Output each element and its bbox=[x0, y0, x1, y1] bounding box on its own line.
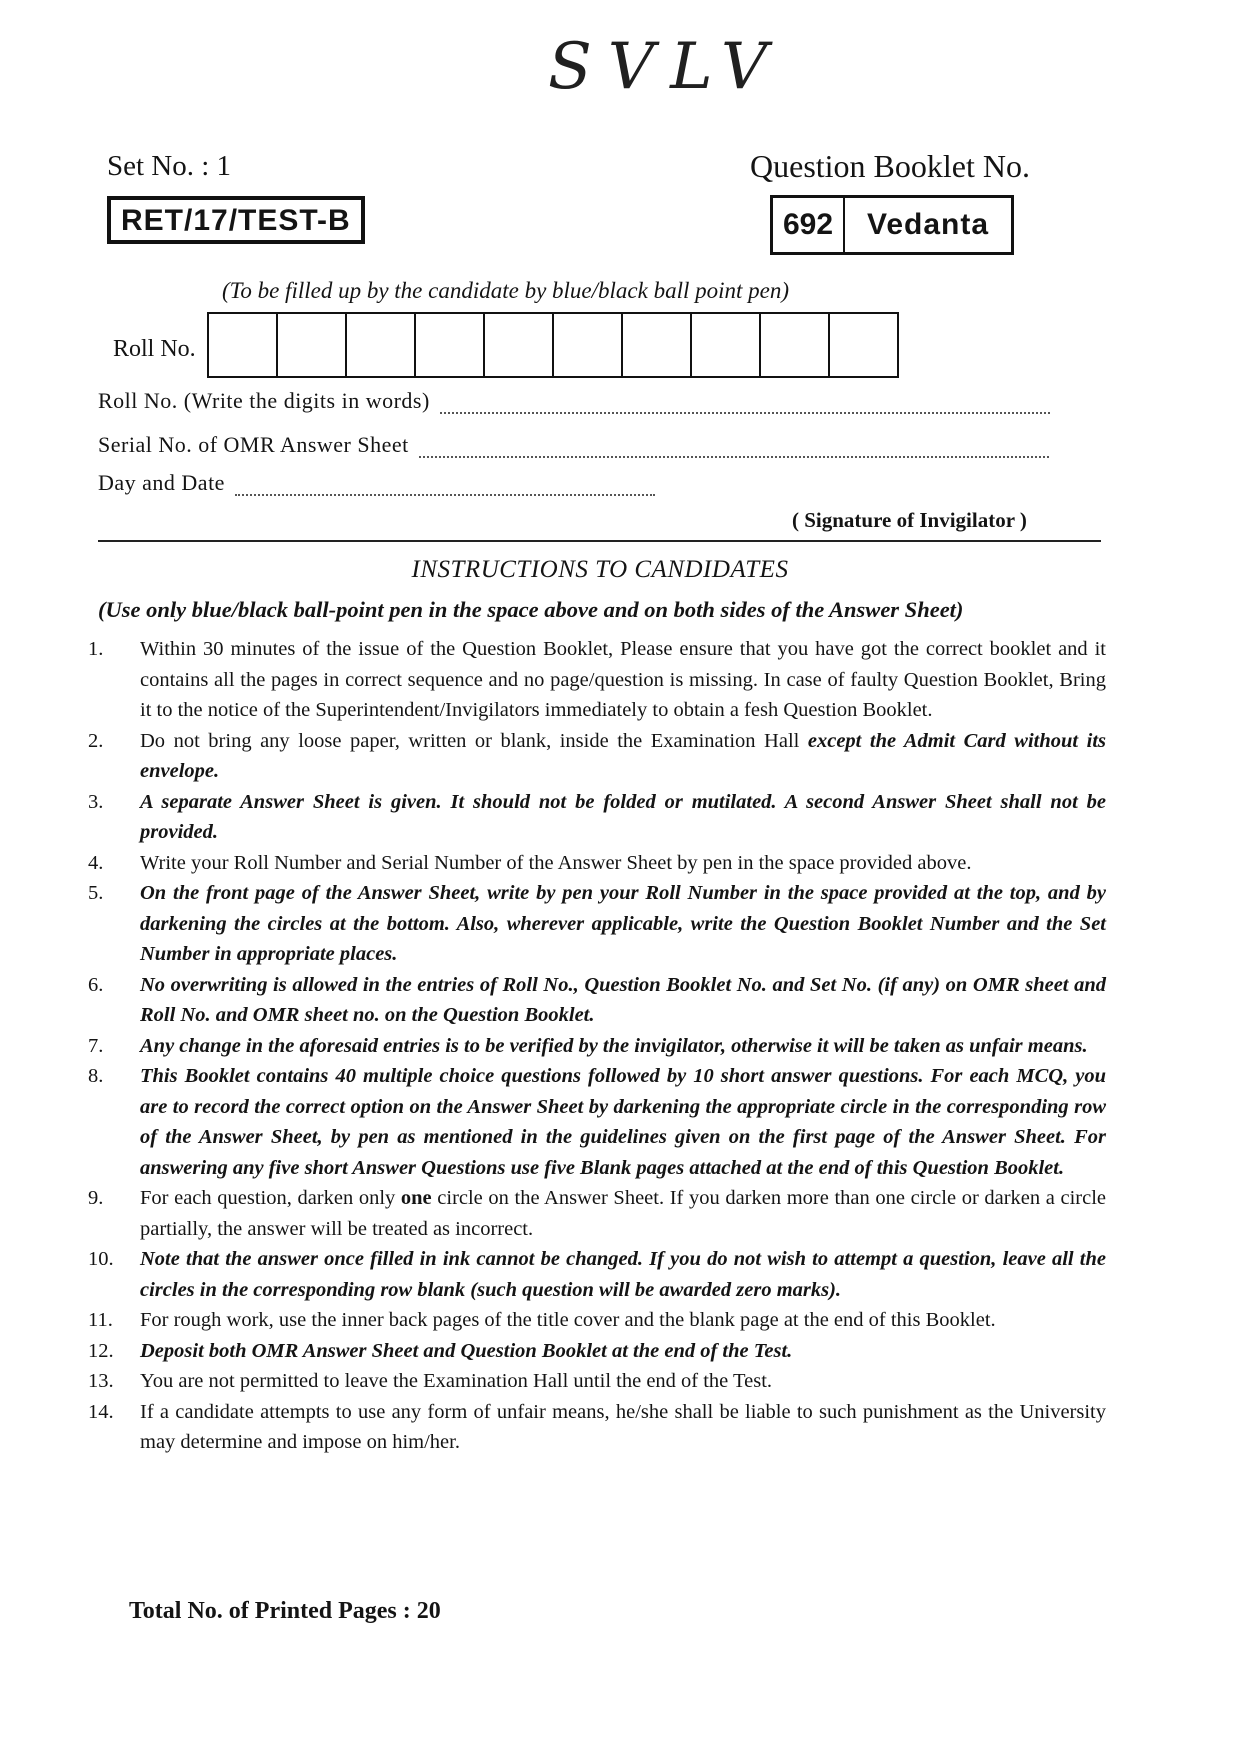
instruction-number: 12. bbox=[88, 1339, 114, 1362]
instruction-text: Deposit both OMR Answer Sheet and Question Booklet at the end of the Test. bbox=[140, 1339, 793, 1362]
instruction-text bbox=[140, 1183, 1106, 1244]
handwritten-marking: SVLV bbox=[548, 30, 784, 104]
omr-serial-field bbox=[98, 432, 1049, 458]
instruction-text-plain: circle on the Answer Sheet. If you darken more than one circle or darken a circle partially, the answer will be treated as incorrect. bbox=[140, 1187, 1106, 1240]
instruction-number: 2. bbox=[88, 729, 104, 752]
instruction-number: 10. bbox=[88, 1248, 114, 1270]
set-number: Set No. : 1 bbox=[107, 150, 232, 182]
roll-in-words-line[interactable] bbox=[440, 394, 1050, 414]
instruction-number: 3. bbox=[88, 790, 104, 813]
instruction-number: 9. bbox=[88, 1187, 104, 1209]
omr-serial-line[interactable] bbox=[419, 438, 1049, 458]
roll-digit-box[interactable] bbox=[347, 314, 416, 376]
day-date-label: Day and Date bbox=[98, 470, 225, 495]
omr-serial-label: Serial No. of OMR Answer Sheet bbox=[98, 432, 409, 457]
roll-number-label: Roll No. bbox=[113, 336, 196, 362]
instruction-item bbox=[84, 726, 1106, 787]
instruction-item bbox=[84, 1305, 1106, 1336]
roll-digit-box[interactable] bbox=[761, 314, 830, 376]
roll-digit-box[interactable] bbox=[623, 314, 692, 376]
instructions-list bbox=[84, 634, 1106, 1458]
roll-number-grid[interactable] bbox=[207, 312, 899, 378]
fill-note: (To be filled up by the candidate by blue/black ball point pen) bbox=[222, 278, 790, 303]
instruction-text: A separate Answer Sheet is given. It should not be folded or mutilated. A second Answer Sheet shall not be provided. bbox=[140, 790, 1106, 843]
instructions-subtitle: (Use only blue/black ball-point pen in the space above and on both sides of the Answer Sheet) bbox=[98, 597, 964, 622]
roll-digit-box[interactable] bbox=[416, 314, 485, 376]
booklet-subject: Vedanta bbox=[867, 208, 990, 241]
instruction-item bbox=[84, 1183, 1106, 1244]
instruction-number: 6. bbox=[88, 973, 104, 996]
roll-in-words-field bbox=[98, 388, 1050, 414]
roll-digit-box[interactable] bbox=[485, 314, 554, 376]
instruction-item bbox=[84, 1336, 1106, 1367]
instruction-number: 4. bbox=[88, 851, 104, 874]
divider bbox=[98, 540, 1101, 542]
roll-digit-box[interactable] bbox=[692, 314, 761, 376]
instruction-text-emphasis: except the Admit Card without its envelope. bbox=[140, 729, 1106, 782]
instruction-text: Write your Roll Number and Serial Number of the Answer Sheet by pen in the space provided above. bbox=[140, 851, 972, 874]
instruction-number: 8. bbox=[88, 1065, 104, 1087]
instruction-number: 13. bbox=[88, 1370, 114, 1392]
roll-digit-box[interactable] bbox=[209, 314, 278, 376]
roll-digit-box[interactable] bbox=[278, 314, 347, 376]
instruction-text: No overwriting is allowed in the entries of Roll No., Question Booklet No. and Set No. (if any) on OMR sheet and Roll No. and OMR sheet no. on the Question Booklet. bbox=[140, 973, 1106, 1026]
instruction-number: 14. bbox=[88, 1400, 114, 1423]
instruction-text-plain: For each question, darken only bbox=[140, 1187, 401, 1209]
day-date-field bbox=[98, 470, 655, 496]
instruction-item bbox=[84, 1061, 1106, 1183]
instruction-text-plain: Do not bring any loose paper, written or blank, inside the Examination Hall bbox=[140, 729, 808, 752]
instruction-item bbox=[84, 1366, 1106, 1397]
instructions-title: INSTRUCTIONS TO CANDIDATES bbox=[411, 556, 789, 583]
instruction-text: Any change in the aforesaid entries is to be verified by the invigilator, otherwise it will be taken as unfair means. bbox=[140, 1034, 1088, 1057]
booklet-number-box bbox=[770, 195, 1014, 255]
instruction-number: 7. bbox=[88, 1034, 104, 1057]
test-code-box: RET/17/TEST-B bbox=[107, 196, 365, 244]
instruction-item bbox=[84, 878, 1106, 970]
instruction-text bbox=[140, 726, 1106, 787]
roll-digit-box[interactable] bbox=[554, 314, 623, 376]
instruction-text: Note that the answer once filled in ink cannot be changed. If you do not wish to attempt a question, leave all the circles in the corresponding row blank (such question will be awarded zero marks). bbox=[140, 1248, 1106, 1301]
instruction-text: On the front page of the Answer Sheet, write by pen your Roll Number in the space provided at the top, and by darkening the circles at the bottom. Also, wherever applicable, write the Question Booklet Number and the Set Number in appropriate places. bbox=[140, 882, 1106, 965]
instruction-text: This Booklet contains 40 multiple choice questions followed by 10 short answer questions. For each MCQ, you are to record the correct option on the Answer Sheet by darkening the appropriate circle in the corresponding row of the Answer Sheet, by pen as mentioned in the guidelines given on the first page of the Answer Sheet. For answering any five short Answer Questions use five Blank pages attached at the end of this Question Booklet. bbox=[140, 1065, 1106, 1179]
instruction-item bbox=[84, 848, 1106, 879]
day-date-line[interactable] bbox=[235, 476, 655, 496]
booklet-number: 692 bbox=[773, 198, 845, 252]
instruction-text-emphasis: one bbox=[400, 1187, 432, 1209]
instruction-text: If a candidate attempts to use any form of unfair means, he/she shall be liable to such punishment as the University may determine and impose on him/her. bbox=[140, 1400, 1106, 1453]
roll-digit-box[interactable] bbox=[830, 314, 899, 376]
instruction-text: For rough work, use the inner back pages of the title cover and the blank page at the end of this Booklet. bbox=[140, 1309, 996, 1331]
instruction-text: You are not permitted to leave the Examination Hall until the end of the Test. bbox=[140, 1370, 773, 1392]
instruction-item bbox=[84, 970, 1106, 1031]
instruction-number: 1. bbox=[88, 638, 104, 660]
total-printed-pages: Total No. of Printed Pages : 20 bbox=[129, 1598, 441, 1624]
instruction-item bbox=[84, 1031, 1106, 1062]
invigilator-signature-label: ( Signature of Invigilator ) bbox=[792, 508, 1027, 532]
instruction-item bbox=[84, 787, 1106, 848]
roll-in-words-label: Roll No. (Write the digits in words) bbox=[98, 388, 430, 413]
instruction-item bbox=[84, 634, 1106, 726]
instruction-number: 11. bbox=[88, 1309, 113, 1331]
instruction-number: 5. bbox=[88, 882, 104, 904]
instruction-item bbox=[84, 1244, 1106, 1305]
instruction-item bbox=[84, 1397, 1106, 1458]
instruction-text: Within 30 minutes of the issue of the Question Booklet, Please ensure that you have got the correct booklet and it contains all the pages in correct sequence and no page/question is missing. In case of faulty Question Booklet, Bring it to the notice of the Superintendent/Invigilators immediately to obtain a fesh Question Booklet. bbox=[140, 638, 1106, 721]
question-booklet-label: Question Booklet No. bbox=[750, 148, 1030, 184]
